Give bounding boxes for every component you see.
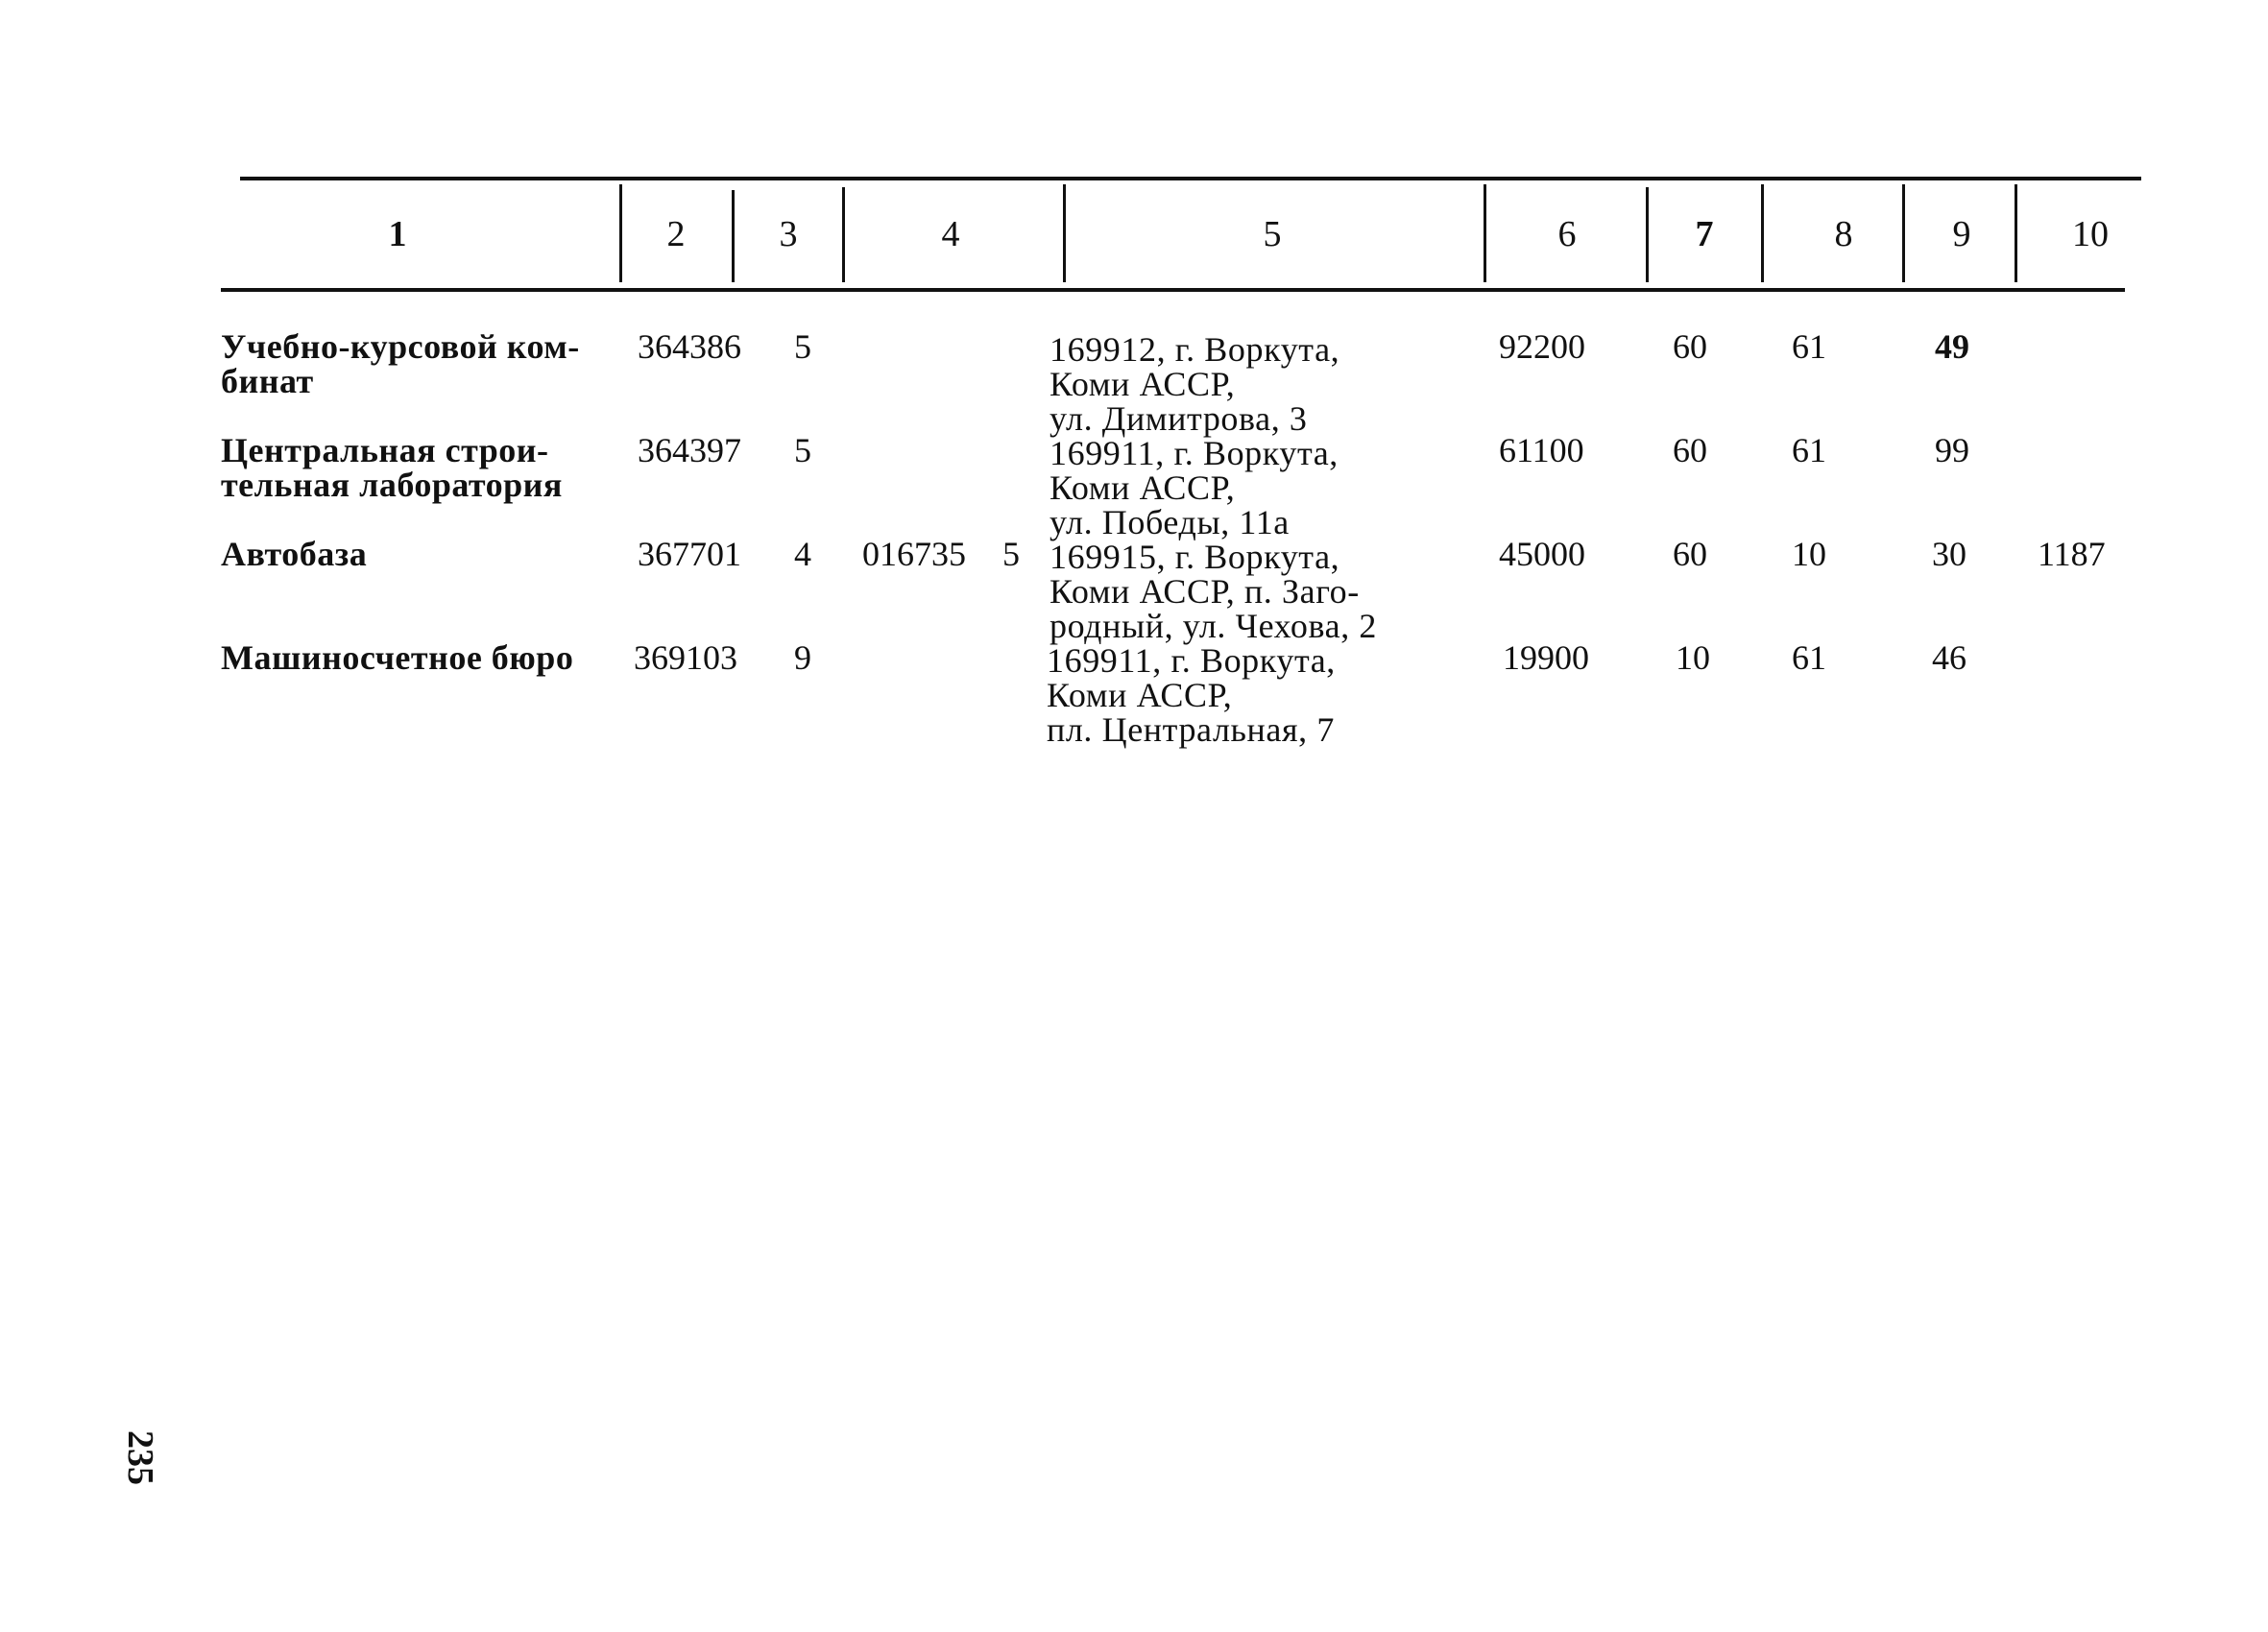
row-code: 367701 bbox=[638, 535, 741, 573]
row-col7: 60 bbox=[1673, 431, 1707, 469]
row-name bbox=[221, 433, 563, 502]
row-address bbox=[1050, 540, 1377, 643]
row-code: 369103 bbox=[634, 638, 737, 677]
row-address bbox=[1047, 643, 1336, 747]
row-col9: 46 bbox=[1932, 638, 1966, 677]
address-line: 169911, г. Воркута, bbox=[1050, 434, 1339, 472]
column-header-5: 5 bbox=[1263, 214, 1282, 254]
row-col10: 1187 bbox=[2038, 535, 2106, 573]
header-divider bbox=[1902, 184, 1905, 282]
row-col8: 61 bbox=[1792, 431, 1826, 469]
table-top-rule bbox=[240, 177, 2141, 180]
row-address bbox=[1050, 436, 1339, 540]
row-col8: 61 bbox=[1792, 638, 1826, 677]
row-code: 364397 bbox=[638, 431, 741, 469]
address-line: Коми АССР, bbox=[1047, 676, 1233, 714]
address-line: Коми АССР, bbox=[1050, 365, 1236, 403]
address-line: ул. Победы, 11а bbox=[1050, 503, 1290, 541]
row-col7: 10 bbox=[1676, 638, 1710, 677]
address-line: ул. Димитрова, 3 bbox=[1050, 399, 1308, 438]
row-name-line: Машиносчетное бюро bbox=[221, 638, 574, 677]
column-header-9: 9 bbox=[1952, 214, 1971, 254]
column-header-7: 7 bbox=[1695, 214, 1714, 254]
row-col4-code: 016735 bbox=[862, 535, 966, 573]
header-divider bbox=[732, 190, 735, 282]
address-line: Коми АССР, п. Заго- bbox=[1050, 572, 1360, 611]
row-name bbox=[221, 537, 367, 571]
row-col9: 99 bbox=[1935, 431, 1969, 469]
row-col3: 9 bbox=[794, 638, 811, 677]
column-header-10: 10 bbox=[2072, 214, 2109, 254]
page-number: 235 bbox=[120, 1430, 160, 1485]
row-col6: 19900 bbox=[1503, 638, 1589, 677]
column-header-2: 2 bbox=[666, 214, 686, 254]
row-col8: 61 bbox=[1792, 327, 1826, 366]
row-address bbox=[1050, 332, 1339, 436]
row-col3: 5 bbox=[794, 431, 811, 469]
row-col3: 5 bbox=[794, 327, 811, 366]
address-line: 169915, г. Воркута, bbox=[1050, 538, 1340, 576]
header-divider bbox=[1484, 184, 1486, 282]
row-col3: 4 bbox=[794, 535, 811, 573]
row-name-line: тельная лаборатория bbox=[221, 466, 563, 504]
address-line: пл. Центральная, 7 bbox=[1047, 710, 1335, 749]
column-header-1: 1 bbox=[388, 214, 407, 254]
column-header-3: 3 bbox=[779, 214, 798, 254]
address-line: 169912, г. Воркута, bbox=[1050, 330, 1340, 369]
address-line: Коми АССР, bbox=[1050, 468, 1236, 507]
row-col4-sub: 5 bbox=[1002, 535, 1020, 573]
header-divider bbox=[619, 184, 622, 282]
header-divider bbox=[2015, 184, 2017, 282]
header-divider bbox=[1063, 184, 1066, 282]
row-code: 364386 bbox=[638, 327, 741, 366]
row-name-line: Учебно-курсовой ком- bbox=[221, 327, 580, 366]
address-line: 169911, г. Воркута, bbox=[1047, 641, 1336, 680]
column-header-6: 6 bbox=[1557, 214, 1577, 254]
row-name bbox=[221, 329, 580, 398]
row-col7: 60 bbox=[1673, 327, 1707, 366]
header-divider bbox=[1761, 184, 1764, 282]
column-header-8: 8 bbox=[1834, 214, 1853, 254]
row-name-line: Автобаза bbox=[221, 535, 368, 573]
header-divider bbox=[842, 187, 845, 282]
column-header-4: 4 bbox=[941, 214, 960, 254]
row-col9: 30 bbox=[1932, 535, 1966, 573]
row-name-line: бинат bbox=[221, 362, 314, 400]
row-col6: 45000 bbox=[1499, 535, 1585, 573]
row-col7: 60 bbox=[1673, 535, 1707, 573]
header-divider bbox=[1646, 187, 1649, 282]
row-name-line: Центральная строи- bbox=[221, 431, 549, 469]
table-header-bottom-rule bbox=[221, 288, 2125, 292]
row-name bbox=[221, 640, 573, 675]
row-col6: 92200 bbox=[1499, 327, 1585, 366]
row-col6: 61100 bbox=[1499, 431, 1584, 469]
row-col8: 10 bbox=[1792, 535, 1826, 573]
row-col9: 49 bbox=[1935, 327, 1969, 366]
address-line: родный, ул. Чехова, 2 bbox=[1050, 607, 1378, 645]
